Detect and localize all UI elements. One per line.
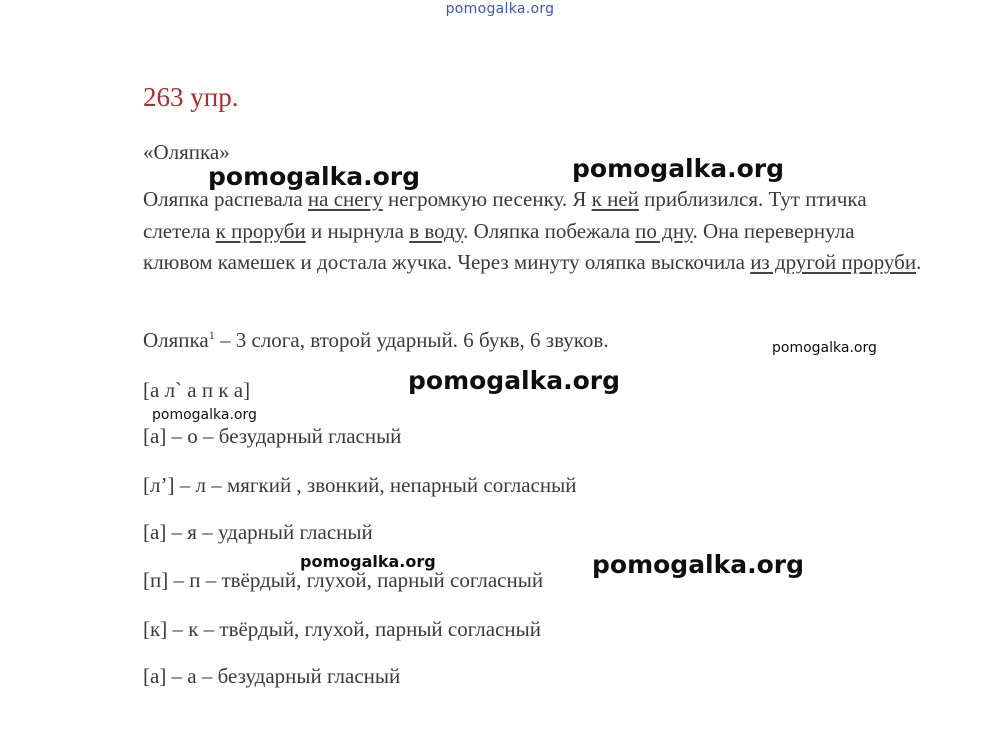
underlined-phrase: из другой проруби [750,250,917,274]
paragraph-text: . Оляпка побежала [463,218,636,243]
paragraph-text: . Она перевернула клювом камешек и достала жучка. Через минуту оляпка выскочила [143,218,855,274]
paragraph-text: и нырнула [305,218,410,243]
underlined-phrase: в воду [409,218,464,243]
exercise-number: 263 упр. [143,82,239,112]
watermark: pomogalka.org [152,407,257,423]
story-paragraph [143,184,923,279]
paragraph-text: приблизился. Тут птичка слетела [143,187,867,243]
underlined-phrase: к проруби [215,218,306,243]
site-link[interactable]: pomogalka.org [445,1,555,17]
sound-line-1: [а] – о – безударный гласный [143,424,402,448]
watermark: pomogalka.org [772,340,877,356]
sound-line-6: [а] – а – безударный гласный [143,664,401,688]
paragraph-text: . [916,250,922,274]
underlined-phrase: на снегу [307,187,383,211]
analysis-sup: 1 [208,328,215,342]
sound-line-4: [п] – п – твёрдый, глухой, парный согласный [143,568,544,592]
sound-line-5: [к] – к – твёрдый, глухой, парный согласный [143,617,541,641]
sound-line-3: [а] – я – ударный гласный [143,520,373,544]
watermark: pomogalka.org [592,550,805,579]
transcription: [а л` а п к а] [143,378,251,402]
analysis-word: Оляпка [143,328,209,352]
sound-line-2: [л’] – л – мягкий , звонкий, непарный согласный [143,473,577,497]
story-title: «Оляпка» [143,140,230,164]
underlined-phrase: к ней [591,187,639,211]
watermark: pomogalka.org [572,154,785,183]
underlined-phrase: по дну [635,218,693,243]
analysis-rest: – 3 слога, второй ударный. 6 букв, 6 звуков. [214,328,609,352]
watermark: pomogalka.org [408,366,621,395]
watermark: pomogalka.org [300,552,436,571]
watermark: pomogalka.org [208,162,421,191]
paragraph-text: негромкую песенку. Я [382,187,592,211]
paragraph-text: Оляпка распевала [143,187,308,211]
word-analysis [143,328,609,353]
